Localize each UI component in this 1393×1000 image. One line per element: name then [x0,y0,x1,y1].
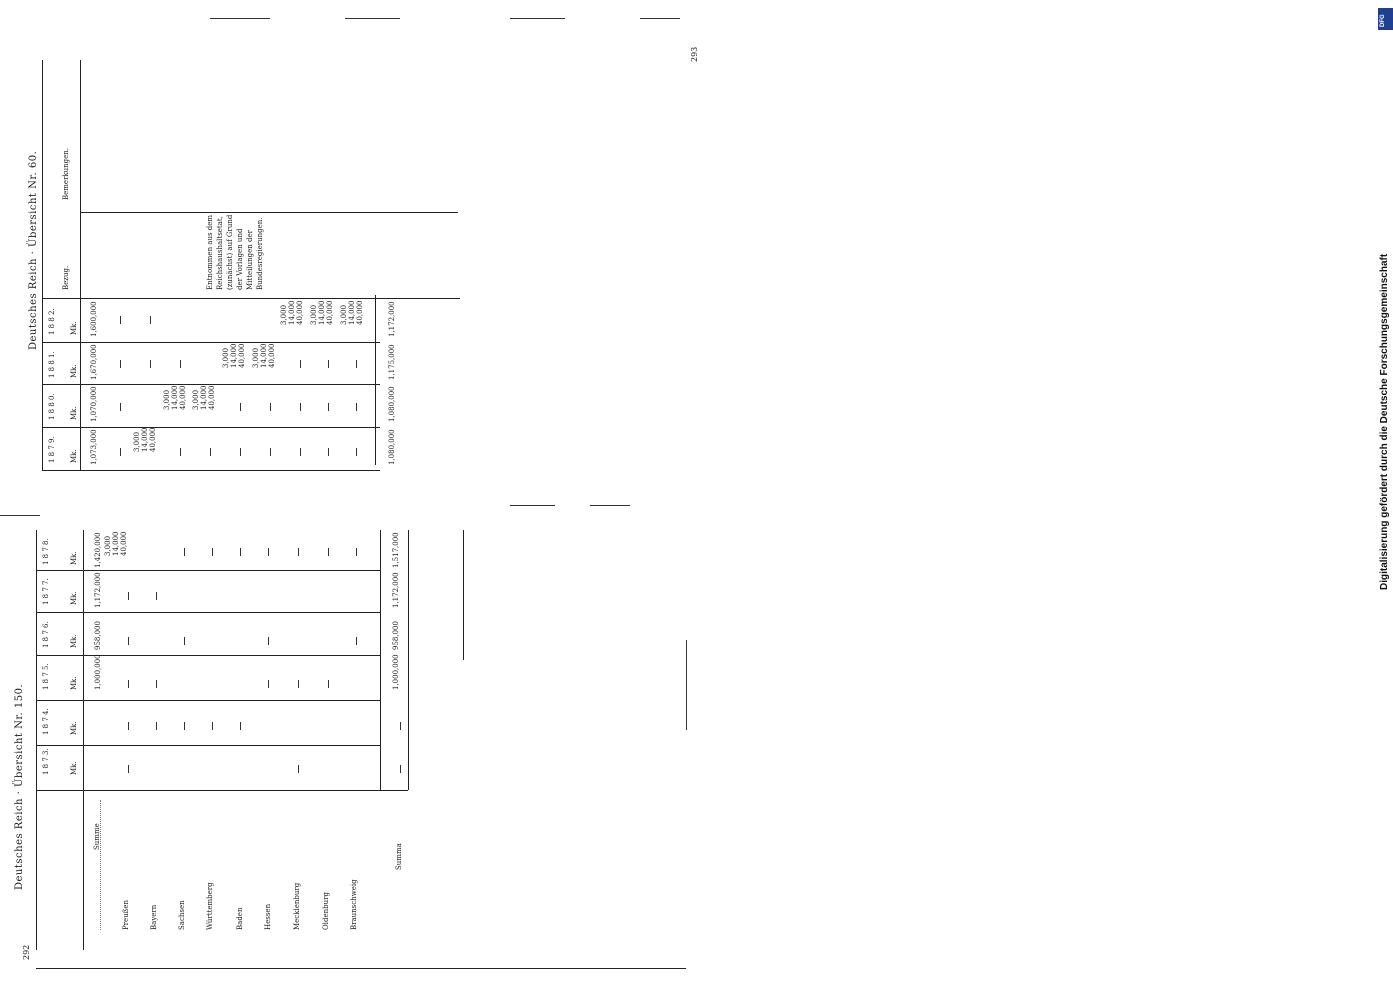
cell-value: 14,000 [171,385,179,410]
year-header: 1 8 7 3. [42,748,50,775]
cell-value: 40,000 [296,300,304,325]
total-bottom: 1,517,000 [392,532,400,568]
empty-mark [270,403,271,411]
empty-mark [128,680,129,688]
total-bottom: 958,000 [392,621,400,650]
year-header: 1 8 8 2. [48,308,56,335]
empty-mark [356,637,357,645]
year-header: 1 8 7 6. [42,621,50,648]
year-header: 1 8 8 1. [48,351,56,378]
scan-mark [590,505,630,506]
empty-mark [184,722,185,730]
empty-mark [128,592,129,600]
left-frame-line [463,530,464,660]
cell-value: 40,000 [238,343,246,368]
unit-label: Mk. [70,364,78,378]
row-label: Württemberg [206,882,214,930]
scan-mark [510,18,565,19]
total-bottom: 1,172,000 [392,572,400,608]
cell-value: 40,000 [179,385,187,410]
empty-mark [300,360,301,368]
cell-value: 14,000 [260,343,268,368]
cell-value: 40,000 [149,427,157,452]
total-bottom: 1,080,000 [388,386,396,422]
cell-value: 14,000 [348,300,356,325]
empty-mark [150,316,151,324]
empty-mark [212,548,213,556]
empty-mark [156,722,157,730]
empty-mark [180,360,181,368]
empty-mark [212,722,213,730]
empty-mark [356,448,357,456]
col-sep [36,745,380,746]
year-header: 1 8 7 8. [42,538,50,565]
unit-label: Mk. [70,721,78,735]
cell-value: 3,000 [222,347,230,368]
year-header: 1 8 7 9. [48,436,56,463]
cell-value: 40,000 [356,300,364,325]
cell-value: 40,000 [268,343,276,368]
empty-mark [128,722,129,730]
empty-mark [128,637,129,645]
cell-value: 3,000 [192,389,200,410]
row-label: Mecklenburg [293,882,301,930]
unit-label: Mk. [70,321,78,335]
cell-value: 3,000 [340,304,348,325]
empty-mark [328,548,329,556]
empty-mark [356,548,357,556]
empty-mark [400,722,401,730]
year-header: 1 8 7 5. [42,663,50,690]
row-label: Hessen [264,903,272,930]
left-frame-line [83,530,84,950]
cell-value: 3,000 [163,389,171,410]
cell-value: 14,000 [318,300,326,325]
total-top: 958,000 [94,621,102,650]
empty-mark [270,448,271,456]
empty-mark [150,360,151,368]
cell-value: 3,000 [310,304,318,325]
col-header: Bezug. [62,265,70,290]
total-top: 1,073,000 [90,429,98,465]
empty-mark [120,403,121,411]
unit-label: Mk. [70,591,78,605]
cell-value: 40,000 [120,531,128,556]
left-frame-line [380,530,381,790]
empty-mark [298,548,299,556]
left-header-rule [36,790,408,791]
year-header: 1 8 7 4. [42,708,50,735]
empty-mark [268,680,269,688]
empty-mark [240,403,241,411]
empty-mark [400,765,401,773]
right-frame-line [375,295,376,465]
empty-mark [120,448,121,456]
empty-mark [180,448,181,456]
dot-leader [100,800,102,930]
empty-mark [268,637,269,645]
col-sep [36,700,380,701]
total-top: 1,600,000 [90,301,98,337]
empty-mark [298,765,299,773]
year-header: 1 8 8 0. [48,393,56,420]
unit-label: Mk. [70,761,78,775]
right-col-sep [42,470,380,471]
dfg-logo-text: DFG [1380,14,1386,27]
year-header: 1 8 7 7. [42,578,50,605]
unit-label: Mk. [70,634,78,648]
col-sep [36,655,380,656]
total-top: 1,172,000 [94,572,102,608]
right-frame-line [80,60,81,470]
col-sep [36,570,380,571]
scan-mark [510,505,555,506]
col-header: Bemerkungen. [62,147,70,200]
col-sep [36,612,380,613]
unit-label: Mk. [70,449,78,463]
row-label: Baden [236,907,244,930]
cell-value: 3,000 [133,431,141,452]
empty-mark [156,680,157,688]
cell-value: 14,000 [200,385,208,410]
scan-mark [210,18,270,19]
total-bottom: 1,175,000 [388,344,396,380]
cell-value: 14,000 [288,300,296,325]
row-label: Oldenburg [322,892,330,930]
scan-mark [0,515,40,516]
right-frame-line [42,60,43,470]
right-col-sep [80,212,458,213]
empty-mark [120,360,121,368]
total-top: 1,670,000 [90,344,98,380]
cell-value: 3,000 [104,535,112,556]
empty-mark [184,548,185,556]
right-col-sep [42,342,380,343]
row-label: Bayern [150,904,158,930]
empty-mark [328,403,329,411]
sum-label: Summa [395,843,403,870]
note-text: Entnommen aus dem Reichshaushaltsetat, (zunächst) auf Grund der Vorlagen und Mitteilungen der Bundesregierungen. [206,214,264,290]
empty-mark [240,548,241,556]
dfg-credit-strip [688,0,1390,1000]
right-page-header: Deutsches Reich · Übersicht Nr. 60. [28,150,39,350]
left-frame-line [408,530,409,790]
total-top: 1,070,000 [90,386,98,422]
scan-mark [686,640,687,730]
total-top: 1,420,000 [94,532,102,568]
left-page-number: 292 [22,944,31,960]
empty-mark [328,680,329,688]
empty-mark [184,637,185,645]
cell-value: 14,000 [112,531,120,556]
empty-mark [210,448,211,456]
total-bottom: 1,000,000 [392,654,400,690]
empty-mark [356,403,357,411]
unit-label: Mk. [70,406,78,420]
total-bottom: 1,172,000 [388,301,396,337]
empty-mark [328,448,329,456]
row-label: Braunschweig [350,879,358,930]
cell-value: 40,000 [208,385,216,410]
row-label: Sachsen [178,900,186,930]
cell-value: 40,000 [326,300,334,325]
right-col-sep [42,298,460,299]
empty-mark [128,765,129,773]
empty-mark [156,592,157,600]
left-frame-line [36,530,37,950]
scan-mark [345,18,400,19]
empty-mark [356,360,357,368]
right-page-number: 293 [690,46,699,62]
empty-mark [240,722,241,730]
cell-value: 14,000 [141,427,149,452]
empty-mark [120,316,121,324]
cell-value: 3,000 [280,304,288,325]
row-label: Summe [93,823,101,850]
empty-mark [240,448,241,456]
empty-mark [298,680,299,688]
empty-mark [300,403,301,411]
cell-value: 14,000 [230,343,238,368]
left-page-header: Deutsches Reich · Übersicht Nr. 150. [14,683,25,890]
empty-mark [328,360,329,368]
empty-mark [300,448,301,456]
unit-label: Mk. [70,676,78,690]
total-top: 1,000,000 [94,654,102,690]
row-label: Preußen [122,899,130,930]
dfg-credit-text: Digitalisierung gefördert durch die Deutsche Forschungsgemeinschaft [1379,253,1390,590]
page-bottom-rule [36,968,686,969]
cell-value: 3,000 [252,347,260,368]
unit-label: Mk. [70,551,78,565]
right-col-sep [42,427,380,428]
total-bottom: 1,080,000 [388,429,396,465]
scan-mark [640,18,680,19]
empty-mark [268,548,269,556]
